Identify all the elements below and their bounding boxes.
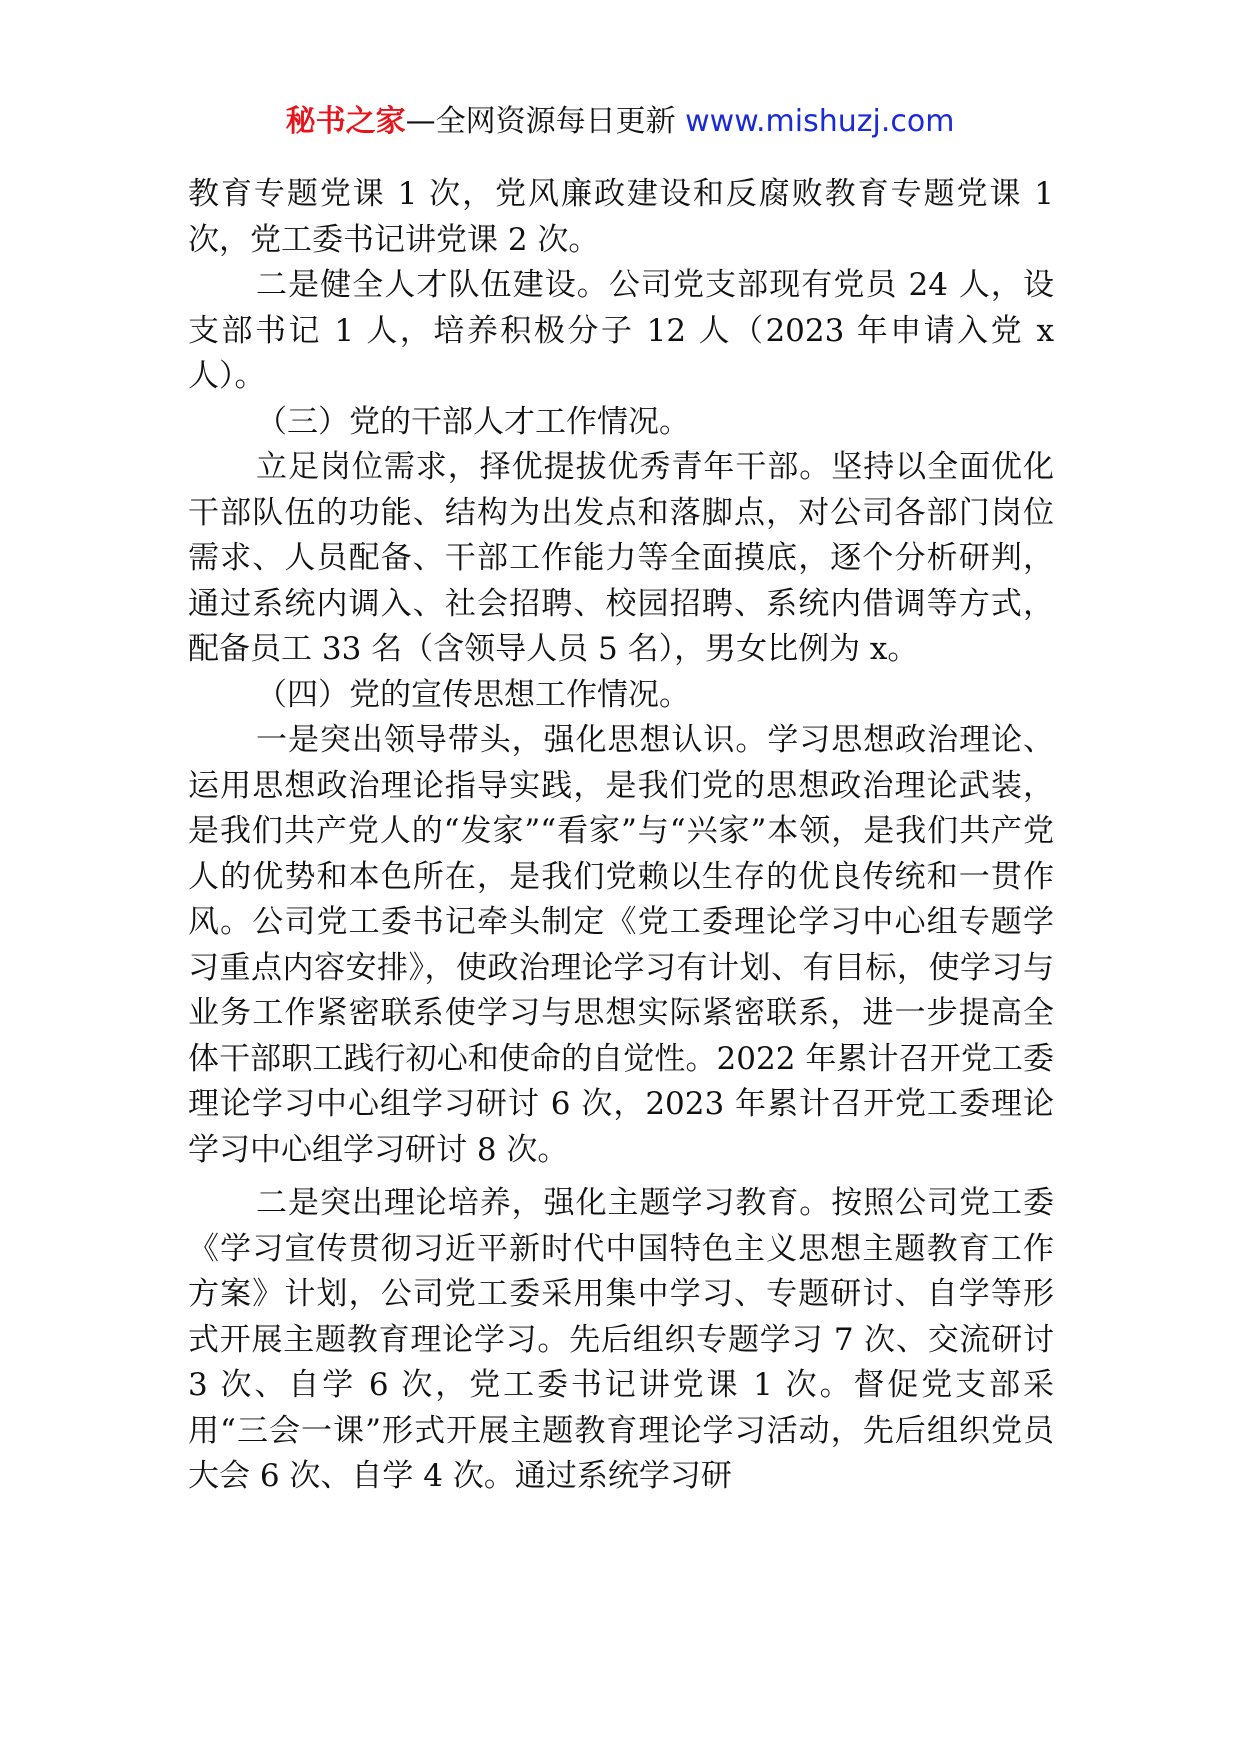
paragraph-talent-team: 二是健全人才队伍建设。公司党支部现有党员 24 人，设支部书记 1 人，培养积极分子 12 人（2023 年申请入党 x 人）。 [188, 267, 1054, 394]
site-url-link[interactable]: www.mishuzj.com [685, 104, 955, 139]
header-slogan: —全网资源每日更新 [405, 104, 686, 139]
paragraph-cadre-selection: 立足岗位需求，择优提拔优秀青年干部。坚持以全面优化干部队伍的功能、结构为出发点和落脚点，对公司各部门岗位需求、人员配备、干部工作能力等全面摸底，逐个分析研判，通过系统内调入、社会招聘、校园招聘、系统内借调等方式，配备员工 33 名（含领导人员 5 名），男女比例为 x。 [188, 449, 1054, 667]
section-heading-cadre: （三）党的干部人才工作情况。 [256, 403, 690, 440]
document-body [188, 172, 1054, 1500]
paragraph-theory-training: 二是突出理论培养，强化主题学习教育。按照公司党工委《学习宣传贯彻习近平新时代中国特色主义思想主题教育工作方案》计划，公司党工委采用集中学习、专题研讨、自学等形式开展主题教育理论学习。先后组织专题学习 7 次、交流研讨 3 次、自学 6 次，党工委书记讲党课 1 次。督促党支部采用“三会一课”形式开展主题教育理论学习活动，先后组织党员大会 6 次、自学 4 次。通过系统学习研 [188, 1185, 1054, 1494]
section-heading-propaganda: （四）党的宣传思想工作情况。 [256, 676, 690, 713]
paragraph-leadership: 一是突出领导带头，强化思想认识。学习思想政治理论、运用思想政治理论指导实践，是我们党的思想政治理论武装，是我们共产党人的“发家”“看家”与“兴家”本领，是我们共产党人的优势和本色所在，是我们党赖以生存的优良传统和一贯作风。公司党工委书记牵头制定《党工委理论学习中心组专题学习重点内容安排》，使政治理论学习有计划、有目标，使学习与业务工作紧密联系使学习与思想实际紧密联系，进一步提高全体干部职工践行初心和使命的自觉性。2022 年累计召开党工委理论学习中心组学习研讨 6 次，2023 年累计召开党工委理论学习中心组学习研讨 8 次。 [188, 722, 1054, 1168]
site-header [0, 100, 1240, 144]
brand-name: 秘书之家 [285, 104, 406, 139]
paragraph-continuation: 教育专题党课 1 次，党风廉政建设和反腐败教育专题党课 1 次，党工委书记讲党课 2 次。 [188, 176, 1054, 258]
